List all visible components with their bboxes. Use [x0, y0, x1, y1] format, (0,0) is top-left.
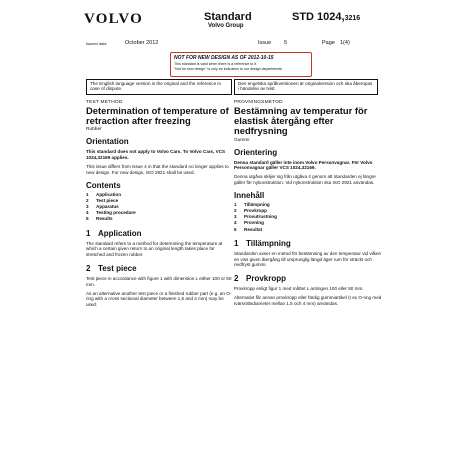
section-2-text-2: As an alternative another test piece or a finished rubber part (e.g. an O-ring with a cross sectional diameter between 1,5 and 4 mm) may be used. [86, 290, 232, 308]
issued-label: Issued date [86, 41, 107, 46]
section-1-heading [86, 229, 234, 238]
section-number: 1 [86, 228, 91, 238]
contents-item-number: 5 [86, 216, 89, 222]
contents-item-number: 4 [86, 210, 89, 216]
english-column [86, 100, 234, 308]
section-number: 2 [234, 274, 239, 284]
document-subtitle: Gummi [234, 137, 250, 143]
contents-list [234, 202, 382, 233]
contents-item-label: Provning [244, 220, 264, 226]
section-1-heading [234, 239, 382, 248]
contents-item-label: Tillämpning [244, 201, 270, 207]
section-2-text-2: Alternativt får annan provkropp eller färdig gummiartikel (t ex O-ring med tvärsnittsdiameter mellan 1,5 och 4 mm) användas. [234, 295, 382, 306]
contents-list [86, 192, 234, 223]
document-title: Determination of temperature of retraction after freezing [86, 105, 229, 127]
standard-number [292, 11, 360, 23]
swedish-column [234, 100, 382, 307]
section-number: 1 [234, 238, 239, 248]
page-label: Page [322, 40, 335, 46]
contents-heading: Innehåll [234, 190, 265, 200]
english-language-note: The English language version is the original and the reference in case of dispute. [86, 79, 232, 95]
contents-item-label: Apparatus [96, 204, 119, 209]
section-2-text-1: Provkropp enligt figur 1 med måttet L antingen 100 eller 50 mm. [234, 286, 364, 292]
notice-title: NOT FOR NEW DESIGN AS OF 2012-10-15 [174, 55, 274, 61]
orientation-text: Denna utgåva skiljer sig från utgåva 4 genom att standarden ej längre gäller för nykonstruktion. Vid nykonstruktion ska ISO 2921 användas. [234, 174, 376, 185]
contents-item-label: Testing procedure [96, 210, 136, 216]
contents-item-number: 5 [234, 226, 237, 232]
section-1-text: Standarden avser en metod för bestämning av den temperatur vid vilken en viss given återgång till ursprunglig längd äger rum för sträckt och nedfryst gummi. [234, 250, 382, 268]
section-2-heading [86, 264, 234, 273]
not-for-new-design-notice [170, 52, 312, 77]
section-label: TEST METHOD [86, 100, 123, 105]
contents-item-number: 2 [86, 197, 89, 203]
volvo-logo: VOLVO [84, 11, 144, 27]
section-label: PROVNINGSMETOD [234, 100, 283, 105]
document-title: Bestämning av temperatur för elastisk återgång efter nedfrysning [234, 105, 368, 137]
standard-number-suffix: 3216 [344, 15, 361, 22]
issue-label: Issue [258, 40, 272, 46]
contents-item-label: Test piece [96, 197, 119, 203]
document-subtitle: Rubber [86, 127, 102, 133]
contents-item-number: 1 [86, 191, 89, 197]
section-title: Test piece [98, 264, 137, 273]
section-title: Provkropp [246, 274, 287, 284]
contents-item-number: 3 [234, 214, 237, 220]
group-label: Volvo Group [208, 23, 244, 29]
contents-item-label: Application [96, 191, 122, 197]
page-value: 1(4) [340, 40, 350, 46]
contents-item-number: 4 [234, 220, 237, 226]
issued-value: October 2012 [125, 40, 159, 46]
section-1-text: The standard refers to a method for determining the temperature at which a certain given return to an original length takes place for stretched and frozen rubber. [86, 240, 223, 258]
contents-item-number: 1 [234, 201, 237, 207]
section-title: Application [98, 228, 142, 238]
orientation-heading: Orientering [234, 147, 278, 157]
notice-line-2: "Not for new design" is only an indication to our design departments. [174, 67, 283, 72]
contents-heading: Contents [86, 180, 121, 190]
section-2-text-1: Test piece in accordance with figure 1 with dimension L either 100 or 50 mm. [86, 276, 232, 287]
contents-item-label: Provkropp [244, 208, 267, 213]
standard-number-main: STD 1024, [292, 11, 345, 23]
contents-item [86, 216, 234, 222]
issue-value: 5 [284, 40, 288, 46]
section-number: 2 [86, 264, 91, 273]
notice-line-1: This standard is valid when there is a reference to it. [174, 62, 258, 66]
section-2-heading [234, 274, 382, 283]
contents-item-label: Results [96, 216, 113, 222]
orientation-bold-text: Denna standard gäller inte inom Volvo Personvagnar. För Volvo Personvagnar gäller VCS 1024,32169. [234, 159, 373, 171]
orientation-text: This issue differs from issue 4 in that the standard no longer applies to new design. For new design, ISO 2921 shall be used. [86, 164, 229, 175]
contents-item-label: Resultat [244, 226, 263, 232]
standard-label: Standard [204, 11, 252, 23]
contents-item [234, 227, 382, 233]
swedish-language-note: Den engelska språkversionen är originalversion och ska åberopas i händelse av tvist. [234, 79, 378, 95]
contents-item-number: 3 [86, 204, 89, 209]
contents-item-label: Provutrustning [244, 214, 277, 220]
section-title: Tillämpning [246, 238, 291, 248]
orientation-heading: Orientation [86, 137, 129, 147]
contents-item-number: 2 [234, 208, 237, 213]
orientation-bold-text: This standard does not apply to Volvo Cars. To Volvo Cars, VCS 1024,32169 applies. [86, 149, 226, 161]
